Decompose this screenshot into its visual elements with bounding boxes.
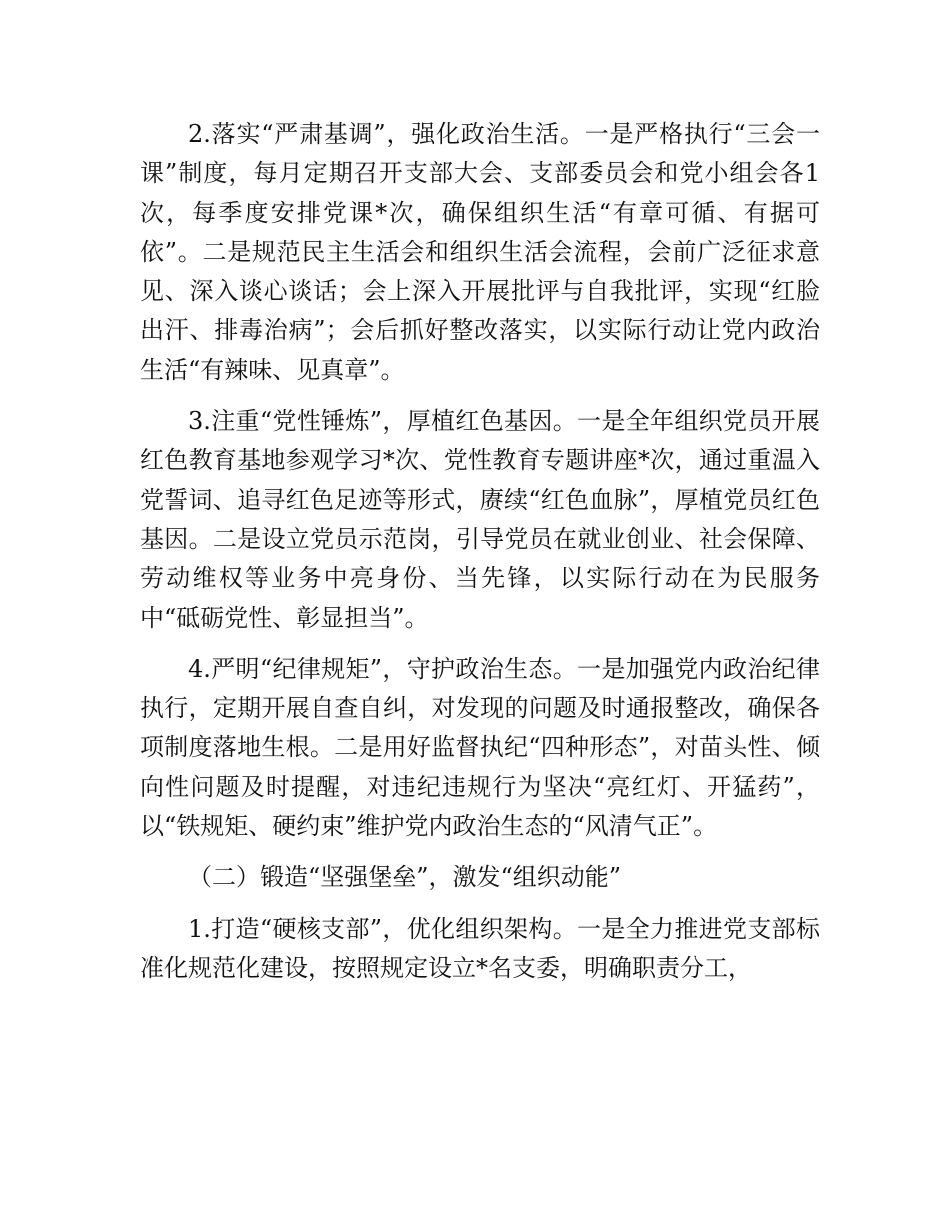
document-page xyxy=(140,115,820,988)
paragraph-party-spirit: 3.注重“党性锤炼”，厚植红色基因。一是全年组织党员开展红色教育基地参观学习*次、党性教育专题讲座*次，通过重温入党誓词、追寻红色足迹等形式，赓续“红色血脉”，厚植党员红色基因。二是设立党员示范岗，引导党员在就业创业、社会保障、劳动维权等业务中亮身份、当先锋，以实际行动在为民服务中“砥砺党性、彰显担当”。 xyxy=(140,407,820,632)
section-heading: （二）锻造“坚强堡垒”，激发“组织动能” xyxy=(188,863,622,892)
paragraph-political-life: 2.落实“严肃基调”，强化政治生活。一是严格执行“三会一课”制度，每月定期召开支部大会、支部委员会和党小组会各1次，每季度安排党课*次，确保组织生活“有章可循、有据可依”。二是规范民主生活会和组织生活会流程，会前广泛征求意见、深入谈心谈话；会上深入开展批评与自我批评，实现“红脸出汗、排毒治病”；会后抓好整改落实，以实际行动让党内政治生活“有辣味、见真章”。 xyxy=(140,120,820,384)
paragraph-discipline: 4.严明“纪律规矩”，守护政治生态。一是加强党内政治纪律执行，定期开展自查自纠，对发现的问题及时通报整改，确保各项制度落地生根。二是用好监督执纪“四种形态”，对苗头性、倾向性问题及时提醒，对违纪违规行为坚决“亮红灯、开猛药”，以“铁规矩、硬约束”维护党内政治生态的“风清气正”。 xyxy=(140,654,820,841)
paragraph-branch-building: 1.打造“硬核支部”，优化组织架构。一是全力推进党支部标准化规范化建设，按照规定设立*名支委，明确职责分工， xyxy=(140,914,820,982)
